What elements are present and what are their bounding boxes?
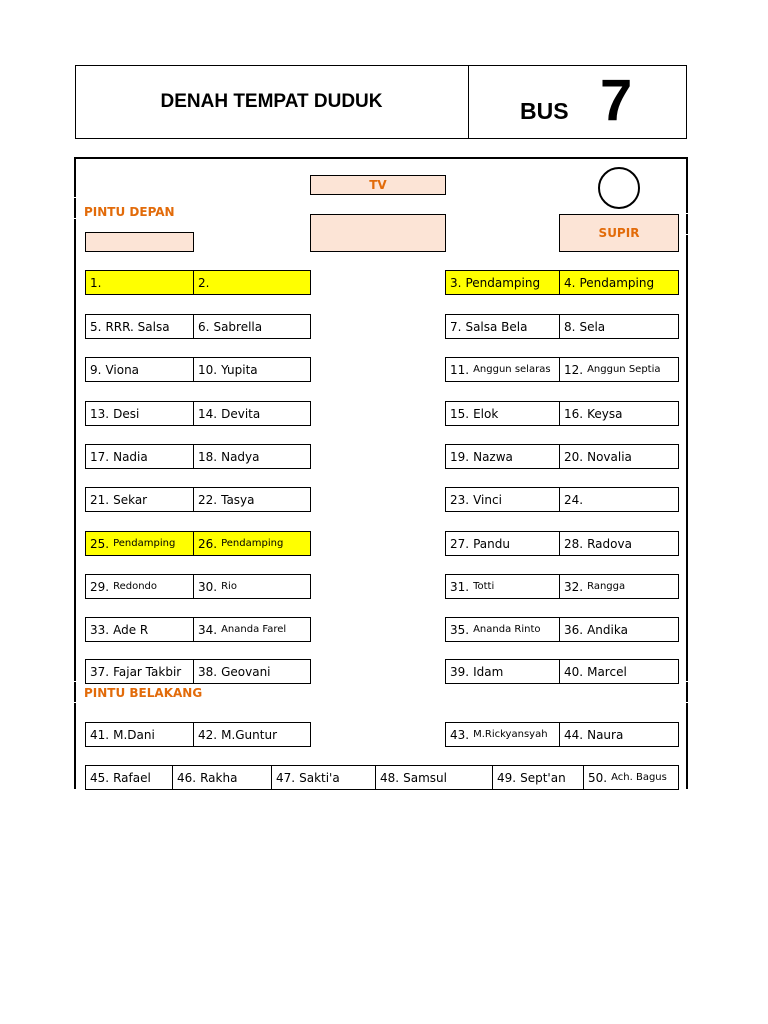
seat-38 [193,659,311,684]
seat-occupant: Tasya [221,492,255,507]
seat-occupant: Sela [579,319,606,334]
seat-43 [445,722,560,747]
seat-number: 29. [90,579,110,594]
seat-number: 14. [198,406,218,421]
seat-21 [85,487,194,512]
seat-occupant: Pendamping [579,275,655,290]
seat-occupant: Rio [221,581,237,592]
seat-number: 48. [380,770,400,785]
seat-37 [85,659,194,684]
seat-40 [559,659,679,684]
seat-42 [193,722,311,747]
seat-occupant: Ach. Bagus [611,772,667,783]
right-door-marker [686,214,688,234]
seat-45 [85,765,173,790]
seat-24 [559,487,679,512]
seat-number: 44. [564,727,584,742]
seat-occupant: M.Dani [113,727,155,742]
seat-number: 28. [564,536,584,551]
front-console [310,214,446,252]
seat-22 [193,487,311,512]
seat-18 [193,444,311,469]
seat-number: 27. [450,536,470,551]
header-divider [468,65,469,139]
seat-26 [193,531,311,556]
seat-number: 23. [450,492,470,507]
seat-34 [193,617,311,642]
seat-47 [271,765,376,790]
seat-number: 26. [198,536,218,551]
seat-occupant: Anggun Septia [587,364,661,375]
seat-occupant: Rafael [113,770,151,785]
seat-number: 18. [198,449,218,464]
seat-number: 15. [450,406,470,421]
seat-33 [85,617,194,642]
bus-label: BUS [520,98,569,124]
seat-occupant: Devita [221,406,261,421]
seat-10 [193,357,311,382]
seat-9 [85,357,194,382]
seat-occupant: Salsa Bela [465,319,528,334]
seat-number: 49. [497,770,517,785]
seat-number: 6. [198,319,210,334]
seat-occupant: Sekar [113,492,148,507]
seat-23 [445,487,560,512]
seat-occupant: Ananda Farel [221,624,287,635]
seat-49 [492,765,584,790]
seat-5 [85,314,194,339]
seat-3 [445,270,560,295]
seat-occupant: M.Guntur [221,727,278,742]
seat-occupant: Keysa [587,406,623,421]
seat-25 [85,531,194,556]
seat-number: 19. [450,449,470,464]
seat-36 [559,617,679,642]
seat-14 [193,401,311,426]
seat-number: 41. [90,727,110,742]
seat-occupant: Elok [473,406,499,421]
seat-occupant: Geovani [221,664,271,679]
page-title: DENAH TEMPAT DUDUK [160,91,383,112]
front-door-step [85,232,194,252]
seat-number: 1. [90,275,102,290]
seat-13 [85,401,194,426]
seat-number: 12. [564,362,584,377]
seat-11 [445,357,560,382]
seat-occupant: Andika [587,622,628,637]
seat-6 [193,314,311,339]
seat-number: 38. [198,664,218,679]
seat-39 [445,659,560,684]
tv-box: TV [310,175,446,195]
seat-occupant: RRR. Salsa [105,319,170,334]
seat-occupant: M.Rickyansyah [473,729,548,740]
seat-occupant: Ade R [113,622,149,637]
seat-15 [445,401,560,426]
seat-number: 35. [450,622,470,637]
front-door-marker [74,198,76,218]
seat-number: 9. [90,362,102,377]
seat-number: 34. [198,622,218,637]
seat-number: 43. [450,727,470,742]
seat-48 [375,765,493,790]
seat-1 [85,270,194,295]
seat-occupant: Ananda Rinto [473,624,541,635]
seat-occupant: Novalia [587,449,632,464]
seat-occupant: Pendamping [113,538,176,549]
seat-7 [445,314,560,339]
seat-number: 13. [90,406,110,421]
seat-number: 24. [564,492,584,507]
seat-number: 11. [450,362,470,377]
seat-number: 39. [450,664,470,679]
seat-occupant: Pendamping [221,538,284,549]
seat-29 [85,574,194,599]
seat-number: 2. [198,275,210,290]
seat-12 [559,357,679,382]
seat-occupant: Redondo [113,581,158,592]
seat-number: 17. [90,449,110,464]
seat-occupant: Yupita [221,362,258,377]
seat-number: 10. [198,362,218,377]
seat-number: 42. [198,727,218,742]
seat-number: 32. [564,579,584,594]
seat-number: 22. [198,492,218,507]
seat-4 [559,270,679,295]
seat-number: 25. [90,536,110,551]
seat-35 [445,617,560,642]
steering-wheel-icon [598,167,640,209]
seat-occupant: Rangga [587,581,626,592]
seat-27 [445,531,560,556]
seat-number: 46. [177,770,197,785]
seat-number: 30. [198,579,218,594]
seat-number: 4. [564,275,576,290]
seat-number: 7. [450,319,462,334]
bus-frame-top [74,157,688,159]
seat-number: 16. [564,406,584,421]
seat-number: 31. [450,579,470,594]
seat-occupant: Naura [587,727,624,742]
seat-occupant: Samsul [403,770,447,785]
seat-19 [445,444,560,469]
seat-occupant: Anggun selaras [473,364,551,375]
seat-32 [559,574,679,599]
seat-number: 5. [90,319,102,334]
seat-44 [559,722,679,747]
seat-8 [559,314,679,339]
seat-number: 50. [588,770,608,785]
seat-occupant: Nadia [113,449,148,464]
seat-occupant: Totti [473,581,495,592]
seat-occupant: Rakha [200,770,238,785]
seat-28 [559,531,679,556]
seat-occupant: Desi [113,406,140,421]
seat-50 [583,765,679,790]
seat-46 [172,765,272,790]
seat-occupant: Pandu [473,536,510,551]
seat-number: 45. [90,770,110,785]
seat-2 [193,270,311,295]
seat-number: 3. [450,275,462,290]
seat-number: 8. [564,319,576,334]
seat-20 [559,444,679,469]
seat-occupant: Fajar Takbir [113,664,182,679]
driver-seat: SUPIR [559,214,679,252]
seat-30 [193,574,311,599]
seat-41 [85,722,194,747]
seat-occupant: Nadya [221,449,260,464]
seat-occupant: Sabrella [213,319,263,334]
seat-17 [85,444,194,469]
seat-number: 37. [90,664,110,679]
seat-number: 20. [564,449,584,464]
right-back-door-marker [686,682,688,702]
back-door-marker [74,682,76,702]
seat-31 [445,574,560,599]
front-door-label: PINTU DEPAN [84,205,175,219]
seat-number: 40. [564,664,584,679]
seat-16 [559,401,679,426]
seat-occupant: Vinci [473,492,502,507]
seat-occupant: Sept'an [520,770,566,785]
seat-occupant: Radova [587,536,632,551]
seat-number: 21. [90,492,110,507]
seat-occupant: Nazwa [473,449,513,464]
seat-occupant: Idam [473,664,504,679]
seat-occupant: Marcel [587,664,627,679]
seat-number: 47. [276,770,296,785]
seat-number: 33. [90,622,110,637]
seat-number: 36. [564,622,584,637]
bus-number: 7 [600,68,633,133]
back-door-label: PINTU BELAKANG [84,686,203,700]
seat-occupant: Viona [105,362,140,377]
seat-occupant: Pendamping [465,275,541,290]
seat-occupant: Sakti'a [299,770,340,785]
